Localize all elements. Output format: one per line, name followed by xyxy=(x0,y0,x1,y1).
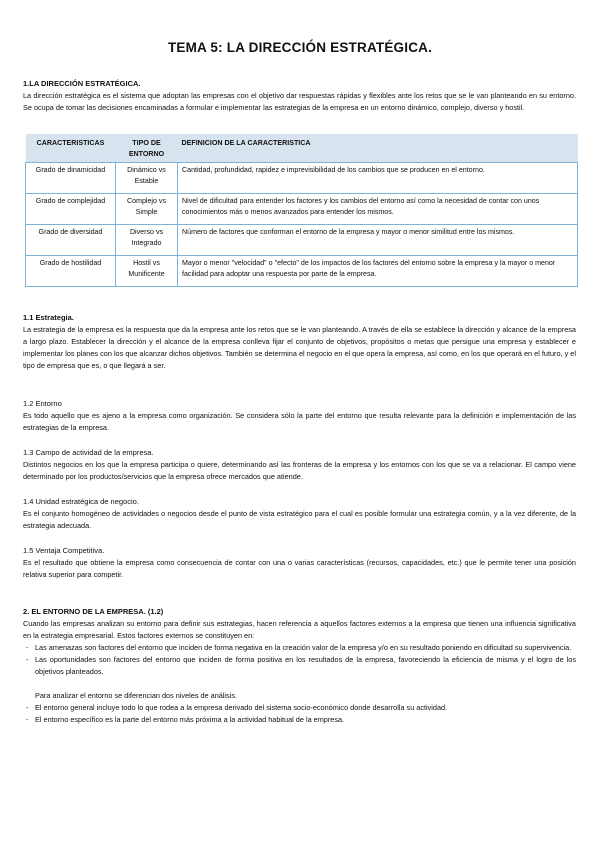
factors-list xyxy=(23,642,576,678)
section-heading: 1.2 Entorno xyxy=(23,399,62,408)
section-heading: 1.5 Ventaja Competitiva. xyxy=(23,546,105,555)
section-2 xyxy=(23,606,576,726)
section-text: Es el conjunto homogéneo de actividades o negocios desde el punto de vista estratégico para el cual es posible formular una estrategia común, y a la vez diferente, de la estrategia adecuada. xyxy=(23,509,576,530)
table-row xyxy=(26,194,578,225)
table-header-cell: CARACTERISTICAS xyxy=(26,134,116,163)
table-header-cell: DEFINICION DE LA CARACTERISTICA xyxy=(178,134,578,163)
section-1-1 xyxy=(23,312,576,372)
table-cell-type: Complejo vs Simple xyxy=(116,194,178,225)
section-1-2 xyxy=(23,398,576,434)
table-header-row xyxy=(26,134,578,163)
section-1 xyxy=(23,78,576,114)
table-cell-definition: Número de factores que conforman el entorno de la empresa y mayor o menor similitud entre los mismos. xyxy=(178,225,578,256)
table-row xyxy=(26,163,578,194)
section-1-3 xyxy=(23,447,576,483)
table-row xyxy=(26,256,578,287)
table-cell-characteristic: Grado de dinamicidad xyxy=(26,163,116,194)
table-cell-characteristic: Grado de diversidad xyxy=(26,225,116,256)
section-heading: 2. EL ENTORNO DE LA EMPRESA. (1.2) xyxy=(23,607,164,616)
levels-intro: Para analizar el entorno se diferencian dos niveles de análisis. xyxy=(35,691,238,700)
section-text: Es todo aquello que es ajeno a la empresa como organización. Se considera sólo la parte del entorno que resulta relevante para la definición e implementación de las estrategias de la empresa. xyxy=(23,411,576,432)
environment-characteristics-table xyxy=(25,134,578,287)
section-text: Distintos negocios en los que la empresa participa o quiere, determinando así las fronteras de la empresa y los entornos con los que se va a relacionar. El campo viene determinado por los productos/servicios que la empresa ofrece mercados que atiende. xyxy=(23,460,576,481)
table-cell-characteristic: Grado de hostilidad xyxy=(26,256,116,287)
levels-list xyxy=(23,702,576,726)
table-cell-definition: Mayor o menor "velocidad" o "efecto" de los impactos de los factores del entorno sobre la empresa y la mayor o menor facilidad para adoptar una respuesta por parte de la empresa. xyxy=(178,256,578,287)
table-header-cell: TIPO DE ENTORNO xyxy=(116,134,178,163)
table-row xyxy=(26,225,578,256)
section-heading: 1.LA DIRECCIÓN ESTRATÉGICA. xyxy=(23,79,141,88)
section-text: La estrategia de la empresa es la respuesta que da la empresa ante los retos que se le van planteando. A través de ella se establece la dirección y alcance de la empresa a largo plazo. Establecer la dirección y el alcance de la empresa conlleva fijar el conjunto de objetivos, propósitos o metas que persigue una empresa y establecer e implementar los planes con los que alcanzar dichos objetivos. También se determina el negocio en el que opera la empresa, así como, en los que operará en el futuro, y el tipo de empresa que es, o que llegará a ser. xyxy=(23,325,576,370)
section-text: Es el resultado que obtiene la empresa como consecuencia de contar con una o varias características (recursos, capacidades, etc.) que le permite tener una posición relativa superior para competir. xyxy=(23,558,576,579)
list-item: - Las amenazas son factores del entorno que inciden de forma negativa en la creación valor de la empresa y/o en su resultado poniendo en dificultad su supervivencia. xyxy=(23,642,576,654)
table-cell-definition: Nivel de dificultad para entender los factores y los cambios del entorno así como la necesidad de contar con unos conocimientos más o menos avanzados para entender los mismos. xyxy=(178,194,578,225)
section-text: La dirección estratégica es el sistema que adoptan las empresas con el objetivo dar respuestas rápidas y flexibles ante los retos que se le van planteando en su entorno. Se ocupa de tomar las decisiones encaminadas a formular e implementar las estrategias de la empresa en un entorno dinámico, complejo, diverso y hostil. xyxy=(23,91,576,112)
table-cell-characteristic: Grado de complejidad xyxy=(26,194,116,225)
section-1-5 xyxy=(23,545,576,581)
list-item: - El entorno general incluye todo lo que rodea a la empresa derivado del sistema socio-económico donde desarrolla su actividad. xyxy=(23,702,576,714)
section-heading: 1.3 Campo de actividad de la empresa. xyxy=(23,448,154,457)
table-cell-definition: Cantidad, profundidad, rapidez e imprevisibilidad de los cambios que se producen en el entorno. xyxy=(178,163,578,194)
table-cell-type: Diverso vs Integrado xyxy=(116,225,178,256)
table-cell-type: Hostil vs Munificente xyxy=(116,256,178,287)
list-item: - Las oportunidades son factores del entorno que inciden de forma positiva en los resultados de la empresa, favoreciendo la eficiencia de misma y el logro de los objetivos planteados. xyxy=(23,654,576,678)
section-1-4 xyxy=(23,496,576,532)
section-heading: 1.4 Unidad estratégica de negocio. xyxy=(23,497,139,506)
table-cell-type: Dinámico vs Estable xyxy=(116,163,178,194)
section-text: Cuando las empresas analizan su entorno para definir sus estrategias, hacen referencia a aquellos factores externos a la empresa que tienen una influencia significativa en la estrategia empresarial. Estos factores externos se constituyen en: xyxy=(23,619,576,640)
list-item: - El entorno específico es la parte del entorno más próxima a la actividad habitual de la empresa. xyxy=(23,714,576,726)
section-heading: 1.1 Estrategia. xyxy=(23,313,74,322)
page-title: TEMA 5: LA DIRECCIÓN ESTRATÉGICA. xyxy=(167,40,433,55)
